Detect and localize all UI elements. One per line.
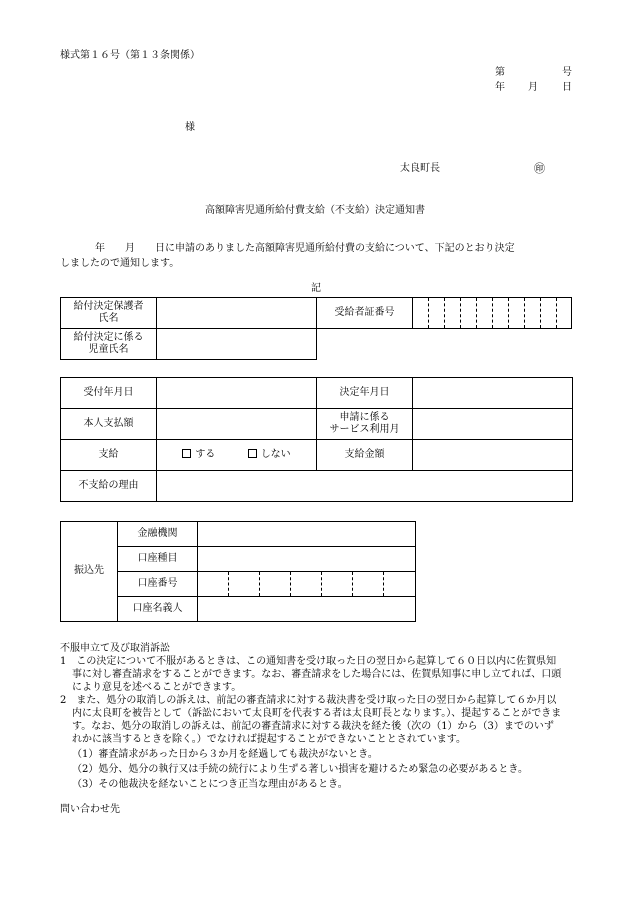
payment-yes-option[interactable] <box>182 449 215 460</box>
account-number-digit[interactable] <box>260 572 291 597</box>
recipient-table <box>60 297 572 360</box>
guardian-name-cell[interactable] <box>157 298 317 329</box>
seal-mark: ㊞ <box>534 162 545 175</box>
self-payment-cell[interactable] <box>157 409 317 440</box>
payment-label: 支給 <box>61 440 157 471</box>
note-2-line-2: 内に太良町を被告として（訴訟において太良町を代表する者は太良町長となります。）、提起することができま <box>72 708 562 719</box>
decision-date-cell[interactable] <box>413 378 573 409</box>
issuer-name: 太良町長 <box>400 163 440 174</box>
sub-item-2: （2）処分、処分の執行又は手続の続行により生ずる著しい損害を避けるため緊急の必要があるとき。 <box>72 764 528 775</box>
payment-amount-cell[interactable] <box>413 440 573 471</box>
account-number-digit[interactable] <box>384 572 416 597</box>
recipient-number-digit[interactable] <box>429 298 445 329</box>
guardian-label-line1: 給付決定保護者 <box>73 300 144 312</box>
recipient-number-digit[interactable] <box>413 298 429 329</box>
payment-options <box>157 440 317 471</box>
guardian-label-line2: 氏名 <box>98 313 119 324</box>
note-2-line-4: れかに該当するときを除く。）でなければ提起することができないこととされています。 <box>72 734 466 745</box>
note-1-line-3: により意見を述べることができます。 <box>72 682 242 693</box>
recipient-number-digit[interactable] <box>509 298 525 329</box>
reason-label: 不支給の理由 <box>61 471 157 502</box>
payment-yes-label: する <box>195 448 216 460</box>
checkbox-no[interactable] <box>248 449 257 458</box>
account-number-digit[interactable] <box>198 572 229 597</box>
addressee-sama: 様 <box>185 122 195 133</box>
form-number: 様式第１６号（第１３条関係） <box>60 50 200 61</box>
recipient-number-digit[interactable] <box>557 298 572 329</box>
number-dai: 第 <box>495 67 505 78</box>
note-2-line-3: す。なお、処分の取消しの訴えは、前記の審査請求に対する裁決を経た後（次の（1）から（3）までのいず <box>72 721 554 732</box>
number-go: 号 <box>562 67 572 78</box>
date-year: 年 <box>495 82 505 93</box>
date-month: 月 <box>528 82 538 93</box>
decision-date-label: 決定年月日 <box>317 378 413 409</box>
recipient-number-digit[interactable] <box>445 298 461 329</box>
contact-label: 問い合わせ先 <box>60 804 120 815</box>
bank-label: 金融機関 <box>118 522 198 547</box>
note-1-line-2: 事に対し審査請求をすることができます。なお、審査請求をした場合には、佐賀県知事に申し立てれば、口頭 <box>72 669 562 680</box>
note-2-line-1: 2 また、処分の取消しの訴えは、前記の審査請求に対する裁決書を受け取った日の翌日から起算して６か月以 <box>60 695 557 706</box>
document-title: 高額障害児通所給付費支給（不支給）決定通知書 <box>205 205 425 216</box>
sub-item-1: （1）審査請求があった日から３か月を経過しても裁決がないとき。 <box>72 749 378 760</box>
account-number-digit[interactable] <box>291 572 322 597</box>
sub-item-3: （3）その他裁決を経ないことにつき正当な理由があるとき。 <box>72 779 348 790</box>
account-type-cell[interactable] <box>198 547 416 572</box>
recipient-number-digit[interactable] <box>461 298 477 329</box>
recipient-number-digit[interactable] <box>493 298 509 329</box>
payment-amount-label: 支給金額 <box>317 440 413 471</box>
reason-cell[interactable] <box>157 471 573 502</box>
service-month-cell[interactable] <box>413 409 573 440</box>
transfer-table <box>60 521 416 622</box>
payment-no-label: しない <box>260 448 291 460</box>
receipt-date-label: 受付年月日 <box>61 378 157 409</box>
intro-line-2: しましたので通知します。 <box>60 258 180 269</box>
account-holder-cell[interactable] <box>198 597 416 622</box>
intro-line-1: 年 月 日に申請のありました高額障害児通所給付費の支給について、下記のとおり決定 <box>95 243 515 254</box>
guardian-label <box>61 298 157 329</box>
recipient-number-digit[interactable] <box>525 298 541 329</box>
service-month-line2: サービス利用月 <box>329 424 400 435</box>
recipient-number-label: 受給者証番号 <box>317 298 413 329</box>
account-type-label: 口座種目 <box>118 547 198 572</box>
account-number-digit[interactable] <box>322 572 353 597</box>
account-number-digit[interactable] <box>229 572 260 597</box>
service-month-line1: 申請に係る <box>339 411 390 423</box>
receipt-date-cell[interactable] <box>157 378 317 409</box>
note-1-line-1: 1 この決定について不服があるときは、この通知書を受け取った日の翌日から起算して６０日以内に佐賀県知 <box>60 656 557 667</box>
account-number-digit[interactable] <box>353 572 384 597</box>
decision-table <box>60 377 573 502</box>
bank-cell[interactable] <box>198 522 416 547</box>
child-label-line1: 給付決定に係る <box>73 331 144 343</box>
child-name-cell[interactable] <box>157 329 317 360</box>
recipient-number-digit[interactable] <box>477 298 493 329</box>
notes-heading: 不服申立て及び取消訴訟 <box>60 643 170 654</box>
child-label-line2: 児童氏名 <box>88 344 129 355</box>
recipient-number-digit[interactable] <box>541 298 557 329</box>
payment-no-option[interactable] <box>248 449 291 460</box>
child-label <box>61 329 157 360</box>
account-number-label: 口座番号 <box>118 572 198 597</box>
ki-label: 記 <box>311 283 321 294</box>
transfer-to-label: 振込先 <box>61 522 118 622</box>
service-month-label <box>317 409 413 440</box>
account-holder-label: 口座名義人 <box>118 597 198 622</box>
self-payment-label: 本人支払額 <box>61 409 157 440</box>
date-day: 日 <box>562 82 572 93</box>
checkbox-yes[interactable] <box>182 449 191 458</box>
